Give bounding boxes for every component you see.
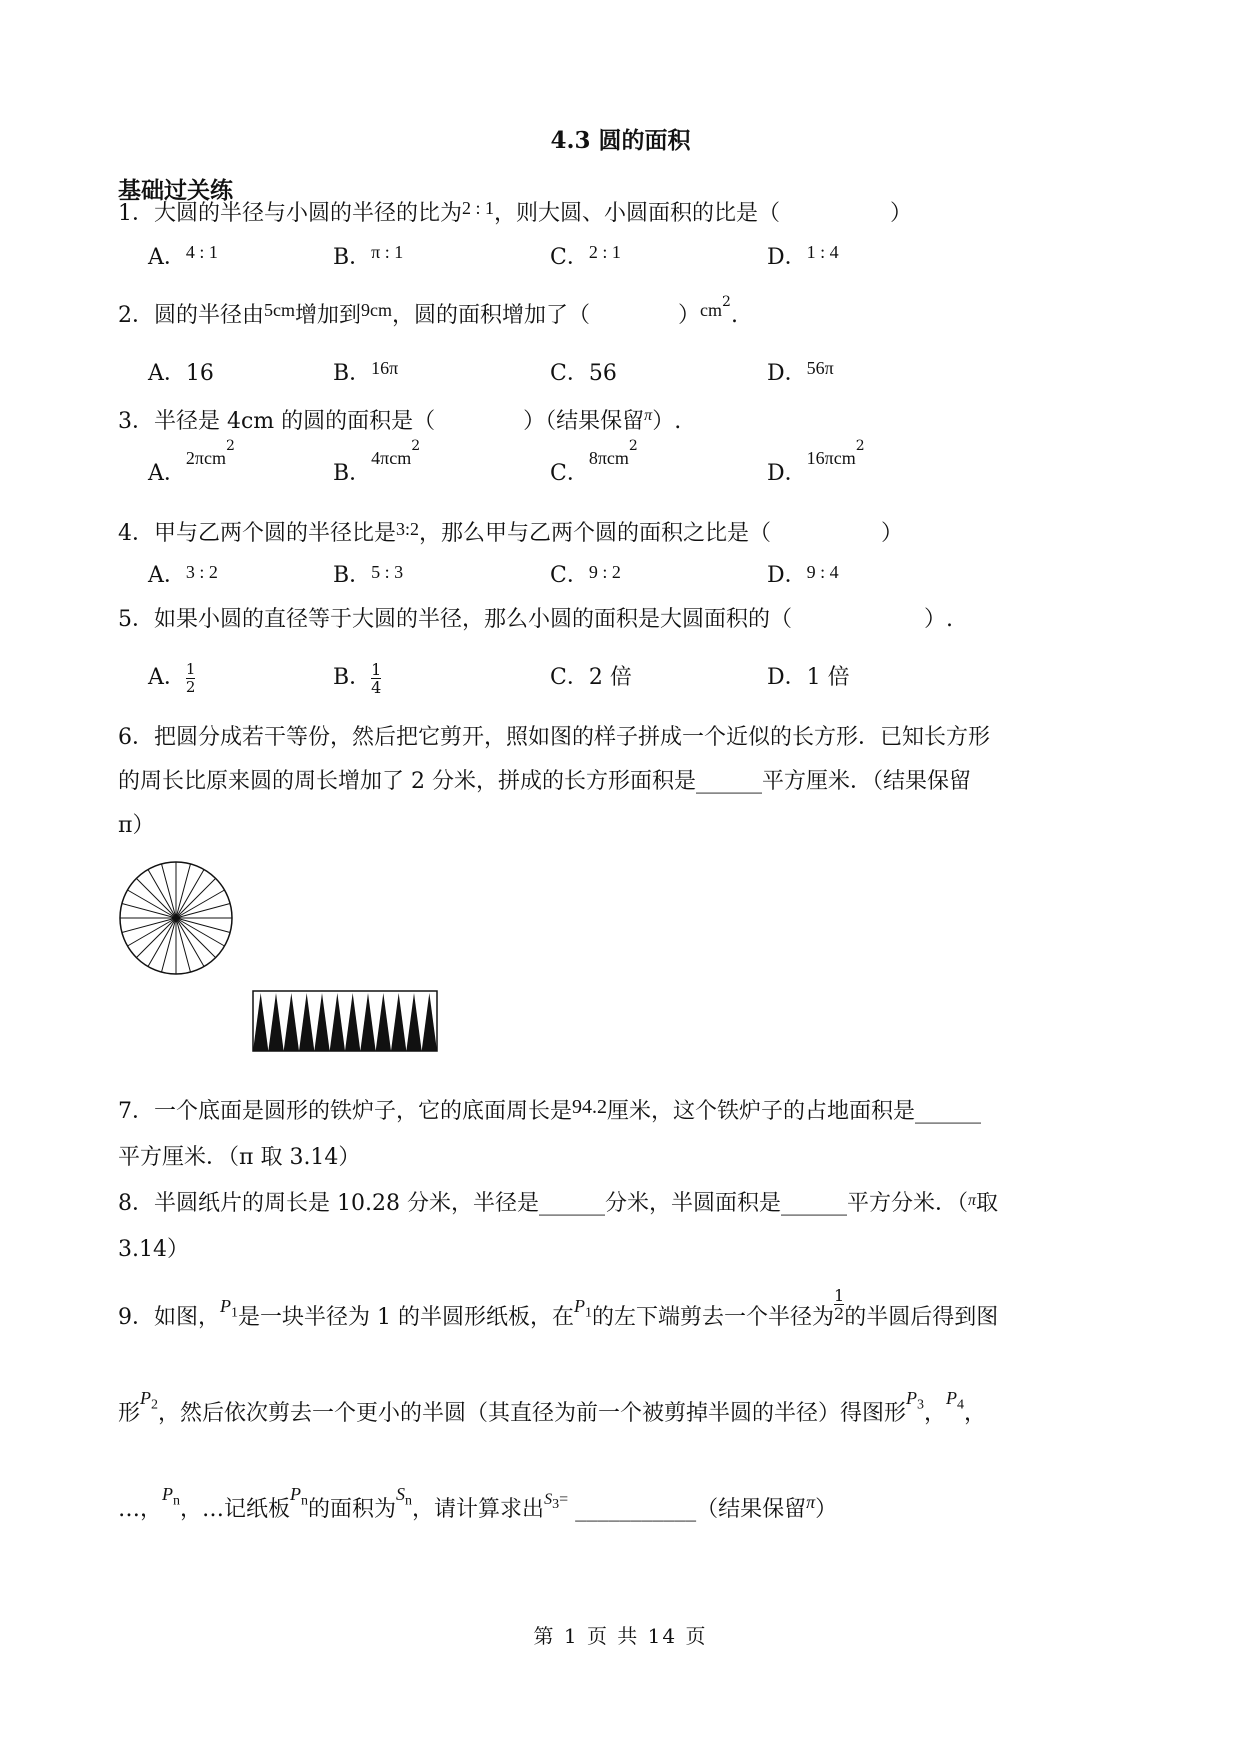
section-heading: 基础过关练	[118, 177, 233, 204]
question-9-line-1: 9．如图，$^{P_1}$是一块半径为 1 的半圆形纸板，在$^{P_1}$的左下端剪去一个半径为 $\frac{1}{2}$ 的半圆后得到图	[118, 1285, 999, 1330]
q3-option-d[interactable]: D．$^{16\pi cm2}$	[767, 437, 865, 486]
q3-option-b[interactable]: B．$^{4\pi cm2}$	[333, 437, 421, 486]
q4-option-d[interactable]: D．9 : 4	[767, 562, 839, 588]
question-1	[118, 196, 912, 227]
question-7-line-2: 平方厘米．（π 取 3.14）	[118, 1145, 361, 1170]
q5-fraction-b: $\frac{1}{4}$	[371, 659, 382, 697]
sector-line	[176, 918, 230, 932]
q2-option-a[interactable]: A．16	[148, 361, 214, 386]
question-6-line-1: 6．把圆分成若干等份，然后把它剪开，照如图的样子拼成一个近似的长方形．已知长方形	[118, 725, 991, 750]
question-8: 8．半圆纸片的周长是 10.28 分米，半径是______分米，半圆面积是______平方分米．（$^\pi$取	[118, 1191, 998, 1216]
page-title: 4.3 圆的面积	[550, 127, 691, 154]
q5-option-c[interactable]: C．2 倍	[550, 665, 632, 690]
question-8-line-2: 3.14）	[118, 1237, 189, 1262]
page-footer: 第 1 页 共 14 页	[533, 1624, 708, 1648]
q3-option-c[interactable]: C．$^{8\pi cm2}$	[550, 437, 638, 486]
q5-option-d[interactable]: D．1 倍	[767, 665, 850, 690]
sectored-circle-figure	[116, 858, 236, 978]
question-9-line-2: 形$^{P_2}$，然后依次剪去一个更小的半圆（其直径为前一个被剪掉半圆的半径）得图形$^{P_3}$，$^{P_4}$，	[118, 1388, 987, 1426]
q3-option-a[interactable]: A．$^{2\pi cm2}$	[148, 437, 235, 486]
q2-option-c[interactable]: C．56	[550, 361, 617, 386]
q1-option-a[interactable]: A．$^{4 : 1}$	[148, 242, 218, 270]
sector-line	[122, 904, 176, 918]
q1-ratio: 2 : 1	[462, 198, 495, 218]
question-6-line-2: 的周长比原来圆的周长增加了 2 分米，拼成的长方形面积是______平方厘米．（结果保留	[118, 769, 971, 794]
q1-text-b: ，则大圆、小圆面积的比是（ ）	[494, 201, 913, 226]
q1-option-c[interactable]: C．$^{2 : 1}$	[550, 242, 621, 270]
q5-option-b[interactable]: B． $\frac{1}{4}$	[333, 659, 382, 697]
s3-answer-blank[interactable]: ___________	[575, 1497, 697, 1522]
q5-option-a[interactable]: A． $\frac{1}{2}$	[148, 659, 196, 696]
sector-line	[122, 918, 176, 932]
rearranged-rectangle-figure	[252, 990, 438, 1052]
q4-option-b[interactable]: B．5 : 3	[333, 562, 404, 588]
q4-option-c[interactable]: C．9 : 2	[550, 562, 621, 588]
sector-line	[162, 918, 176, 972]
q1-text-a: 1．大圆的半径与小圆的半径的比为	[118, 201, 462, 226]
question-4: 4．甲与乙两个圆的半径比是$^{3:2}$，那么甲与乙两个圆的面积之比是（ ）	[118, 519, 904, 546]
q4-option-a[interactable]: A．3 : 2	[148, 562, 218, 588]
question-6-line-3: π）	[118, 813, 155, 838]
question-9-line-3: …，$^{P_n}$，…记纸板$^{P_n}$的面积为$^{S_n}$，请计算求出$^{S_3=}$ ___________（结果保留$^\pi$）	[118, 1484, 838, 1522]
question-5: 5．如果小圆的直径等于大圆的半径，那么小圆的面积是大圆面积的（ ）.	[118, 607, 953, 632]
half-fraction: $\frac{1}{2}$	[834, 1285, 845, 1323]
sector-line	[176, 904, 230, 918]
q5-fraction-a: $\frac{1}{2}$	[185, 659, 196, 696]
sector-line	[162, 864, 176, 918]
q2-option-d[interactable]: D．$^{56\pi}$	[767, 358, 834, 386]
question-3: 3．半径是 4cm 的圆的面积是（ ）（结果保留$^\pi$）.	[118, 407, 682, 434]
p1-symbol: P1	[220, 1296, 238, 1321]
sector-line	[176, 918, 190, 972]
sector-line	[176, 864, 190, 918]
q2-option-b[interactable]: B．$^{16\pi}$	[333, 358, 399, 386]
question-7: 7．一个底面是圆形的铁炉子，它的底面周长是94.2厘米，这个铁炉子的占地面积是______	[118, 1096, 982, 1124]
q1-option-b[interactable]: B．$^{\pi : 1}$	[333, 242, 404, 270]
s3-symbol: S3=	[544, 1491, 569, 1513]
question-2: 2．圆的半径由$^{5cm}$增加到$^{9cm}$，圆的面积增加了（ ）$^{cm2}$.	[118, 293, 738, 328]
q1-option-d[interactable]: D．$^{1 : 4}$	[767, 242, 839, 270]
